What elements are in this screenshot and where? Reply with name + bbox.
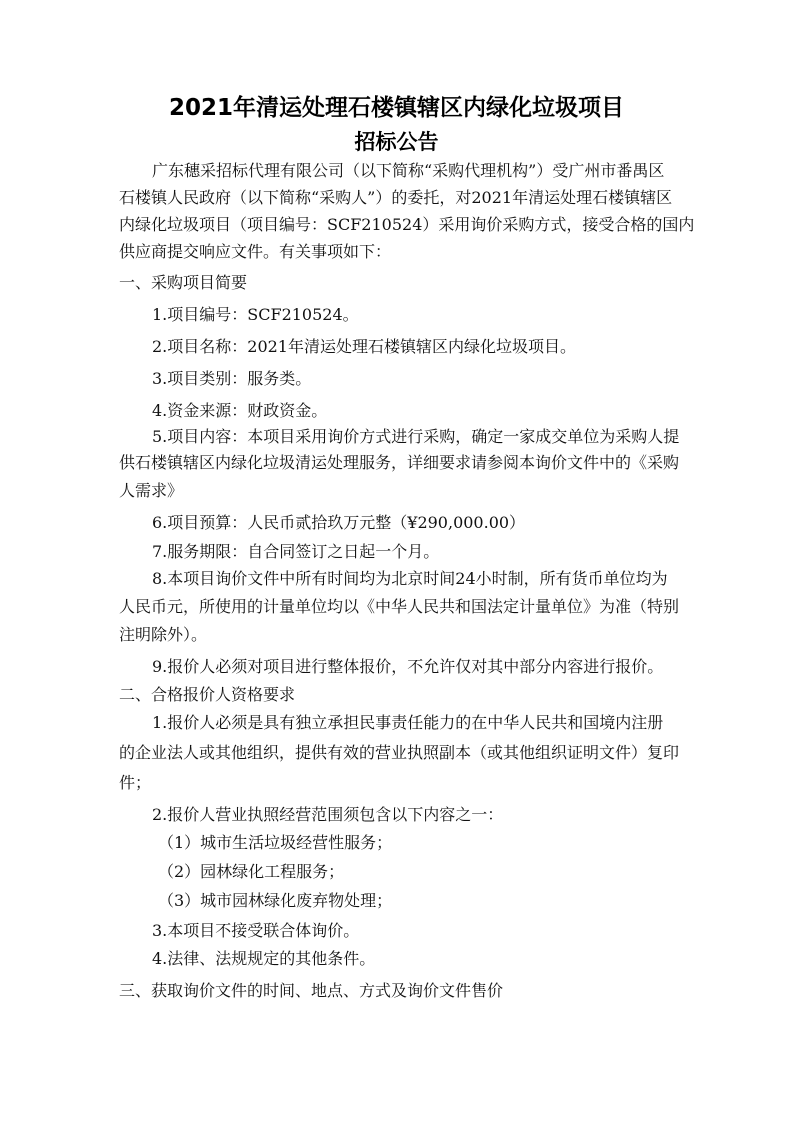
section-1-item-8-line-1: 8.本项目询价文件中所有时间均为北京时间24小时制，所有货币单位均为 — [152, 569, 668, 588]
section-1-item-6: 6.项目预算：人民币贰拾玖万元整（¥290,000.00） — [152, 513, 526, 532]
section-2-item-4: 4.法律、法规规定的其他条件。 — [152, 949, 376, 968]
section-1-item-5-line-1: 5.项目内容：本项目采用询价方式进行采购，确定一家成交单位为采购人提 — [152, 427, 680, 446]
document-subtitle: 招标公告 — [354, 130, 439, 154]
intro-line-3: 内绿化垃圾项目（项目编号：SCF210524）采用询价采购方式，接受合格的国内 — [119, 215, 695, 234]
section-2-item-1-line-3: 件； — [119, 773, 152, 792]
section-1-item-8-line-2: 人民币元，所使用的计量单位均以《中华人民共和国法定计量单位》为准（特别 — [119, 597, 680, 616]
section-1-item-9: 9.报价人必须对项目进行整体报价，不允许仅对其中部分内容进行报价。 — [152, 657, 664, 676]
section-2-item-1-line-2: 的企业法人或其他组织，提供有效的营业执照副本（或其他组织证明文件）复印 — [119, 743, 680, 762]
section-1-item-4: 4.资金来源：财政资金。 — [152, 401, 328, 420]
section-1-item-1: 1.项目编号：SCF210524。 — [152, 305, 359, 324]
document-title: 2021年清运处理石楼镇辖区内绿化垃圾项目 — [168, 95, 624, 121]
section-2-sub-item-2: （2）园林绿化工程服务； — [158, 862, 345, 881]
section-2-sub-item-3: （3）城市园林绿化废弃物处理； — [158, 891, 393, 910]
intro-line-2: 石楼镇人民政府（以下简称“采购人”）的委托，对2021年清运处理石楼镇辖区 — [119, 188, 673, 207]
intro-line-4: 供应商提交响应文件。有关事项如下： — [119, 242, 392, 261]
section-1-item-5-line-2: 供石楼镇辖区内绿化垃圾清运处理服务，详细要求请参阅本询价文件中的《采购 — [119, 453, 680, 472]
section-1-item-2: 2.项目名称：2021年清运处理石楼镇辖区内绿化垃圾项目。 — [152, 337, 576, 356]
section-1-item-7: 7.服务期限：自合同签订之日起一个月。 — [152, 542, 440, 561]
section-1-item-3: 3.项目类别：服务类。 — [152, 369, 312, 388]
section-1-item-8-line-3: 注明除外）。 — [119, 625, 208, 644]
section-1-heading: 一、采购项目简要 — [119, 273, 248, 292]
intro-line-1: 广东穗采招标代理有限公司（以下简称“采购代理机构”）受广州市番禺区 — [152, 161, 665, 180]
section-2-item-3: 3.本项目不接受联合体询价。 — [152, 921, 360, 940]
section-3-heading: 三、获取询价文件的时间、地点、方式及询价文件售价 — [119, 981, 504, 1000]
section-2-heading: 二、合格报价人资格要求 — [119, 685, 296, 704]
section-2-sub-item-1: （1）城市生活垃圾经营性服务； — [158, 833, 393, 852]
section-1-item-5-line-3: 人需求》 — [119, 481, 184, 500]
section-2-item-2: 2.报价人营业执照经营范围须包含以下内容之一： — [152, 805, 504, 824]
section-2-item-1-line-1: 1.报价人必须是具有独立承担民事责任能力的在中华人民共和国境内注册 — [152, 713, 664, 732]
